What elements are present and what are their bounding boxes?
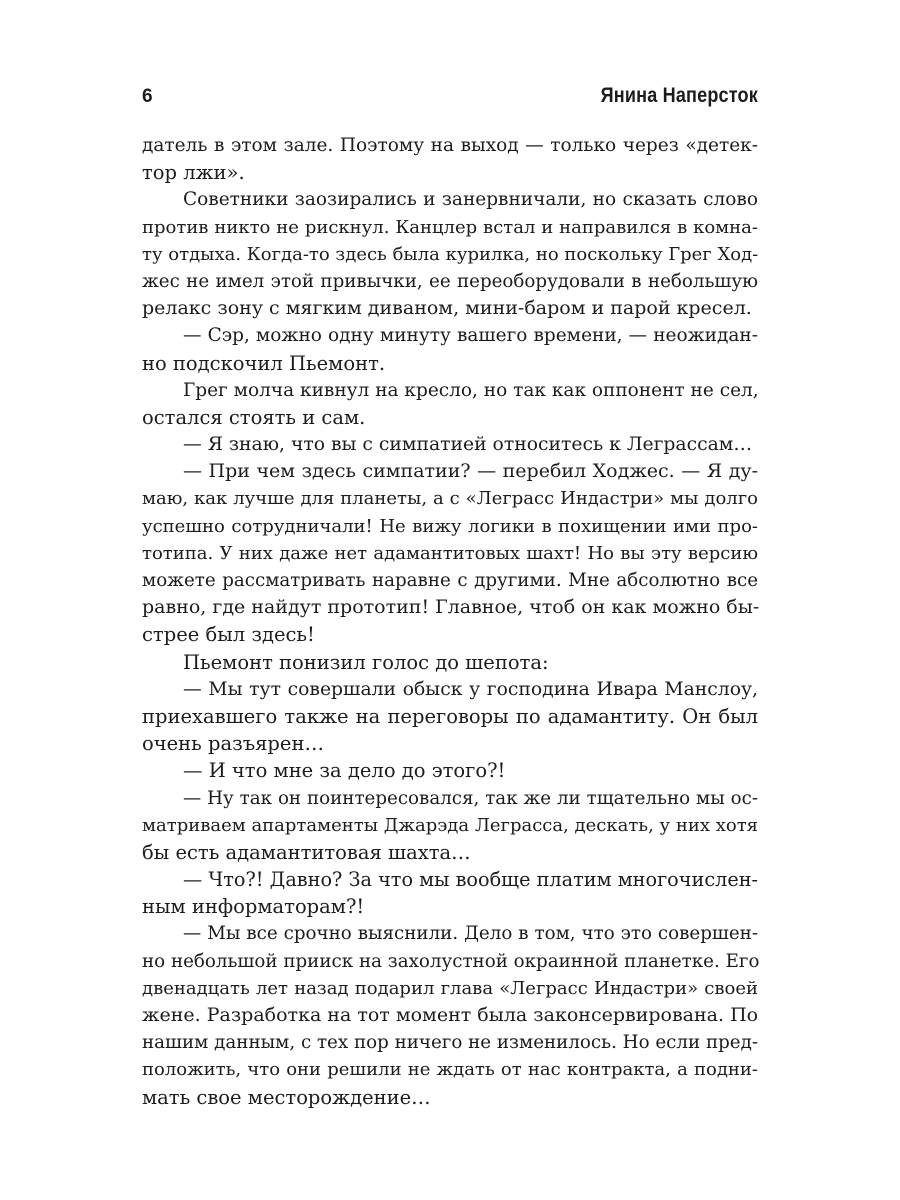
text-line: двенадцать лет назад подарил глава «Леграсс Индастри» своей — [142, 977, 758, 999]
text-line: нашим данным, с тех пор ничего не изменилось. Но если пред- — [142, 1032, 759, 1054]
text-line: против никто не рискнул. Канцлер встал и направился в комна- — [142, 216, 758, 238]
text-line: — Сэр, можно одну минуту вашего времени, — неожидан- — [183, 325, 758, 347]
text-line: успешно сотрудничали! Не вижу логики в похищении ими про- — [142, 515, 758, 537]
text-line: Советники заозирались и занервничали, но сказать слово — [183, 189, 758, 211]
text-line: Грег молча кивнул на кресло, но так как оппонент не сел, — [183, 379, 759, 401]
text-line: — При чем здесь симпатии? — перебил Ходжес. — Я ду- — [183, 460, 758, 483]
text-line: но небольшой прииск на захолустной окраинной планетке. Его — [142, 950, 760, 972]
text-line: жене. Разработка на тот момент была законсервирована. По — [142, 1004, 759, 1026]
text-line: приехавшего также на переговоры по адамантиту. Он был — [142, 704, 758, 728]
text-line: — Что?! Давно? За что мы вообще платим многочислен- — [183, 868, 759, 892]
text-line: равно, где найдут прототип! Главное, чтоб он как можно бы- — [142, 596, 760, 619]
text-line: жес не имел этой привычки, ее переоборудовали в небольшую — [142, 270, 758, 292]
text-line: но подскочил Пьемонт. — [142, 351, 386, 375]
text-line: бы есть адамантитовая шахта… — [142, 840, 471, 864]
text-line: тотипа. У них даже нет адамантитовых шахт! Но вы эту версию — [142, 542, 758, 564]
text-line: — Я знаю, что вы с симпатией относитесь к Леграссам… — [183, 434, 753, 456]
text-line: очень разъярен… — [142, 732, 324, 756]
running-head — [142, 80, 758, 114]
text-line: положить, что они решили не ждать от нас контракта, а подни- — [142, 1059, 758, 1081]
body-text — [142, 132, 758, 1111]
text-line: мать свое месторождение… — [142, 1085, 431, 1109]
text-line: можете рассматривать наравне с другими. Мне абсолютно все — [142, 570, 758, 591]
text-line: датель в этом зале. Поэтому на выход — только через «детек- — [142, 135, 758, 156]
text-line: маю, как лучше для планеты, а с «Леграсс Индастри» мы долго — [142, 488, 758, 510]
book-author: Янина Наперсток — [600, 84, 758, 107]
text-line: — Мы тут совершали обыск у господина Ивара Манслоу, — [183, 678, 758, 700]
text-line: матриваем апартаменты Джарэда Леграсса, дескать, у них хотя — [142, 814, 759, 836]
text-line: стрее был здесь! — [142, 623, 315, 647]
text-line: — Мы все срочно выяснили. Дело в том, что это совершен- — [183, 923, 758, 945]
text-line: Пьемонт понизил голос до шепота: — [183, 650, 549, 674]
text-line: ту отдыха. Когда-то здесь была курилка, но поскольку Грег Ход- — [142, 243, 759, 265]
text-line: остался стоять и сам. — [142, 405, 366, 429]
text-line: ным информаторам?! — [142, 895, 365, 919]
text-line: — И что мне за дело до этого?! — [183, 759, 506, 783]
page-number: 6 — [142, 86, 153, 107]
text-line: релакс зону с мягким диваном, мини-баром и парой кресел. — [142, 297, 752, 320]
text-line: тор лжи». — [142, 161, 245, 185]
text-line: — Ну так он поинтересовался, так же ли тщательно мы ос- — [183, 787, 758, 809]
